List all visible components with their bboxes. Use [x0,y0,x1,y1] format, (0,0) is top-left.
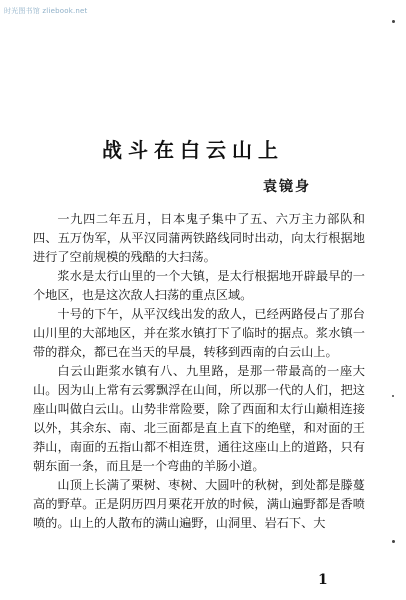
paragraph: 白云山距浆水镇有八、九里路，是那一带最高的一座大山。因为山上常有云雾飘浮在山间，所以那一代的人们，把这座山叫做白云山。山势非常险要，除了西面和太行山巅相连接以外，其余东、南、北三面都是直上直下的绝壁，和对面的王莽山，南面的五指山都不相连贯，通往这座山上的道路，只有朝东面一条，而且是一个弯曲的羊肠小道。 [33,364,365,473]
scan-speck [392,540,395,543]
watermark: 时光图书馆 zliebook.net [4,7,88,15]
paragraph: 山顶上长满了栗树、枣树、大圆叶的秋树，到处都是滕蔓高的野草。正是阴历四月栗花开放的时候，满山遍野都是香喷喷的。山上的人散布的满山遍野，山洞里、岩石下、大 [33,478,365,530]
scan-speck [392,395,394,397]
paragraph: 十号的下午，从平汉线出发的敌人，已经两路侵占了那台山川里的大部地区，并在浆水镇打下了临时的据点。浆水镇一带的群众，都已在当天的早晨，转移到西南的白云山上。 [33,307,365,359]
scan-speck [392,20,395,23]
author-name: 袁镜身 [263,179,311,195]
body-text [33,210,365,533]
paragraph: 浆水是太行山里的一个大镇，是太行根据地开辟最早的一个地区，也是这次敌人扫荡的重点区域。 [33,269,365,302]
chapter-title: 战斗在白云山上 [102,138,284,162]
paragraph: 一九四二年五月，日本鬼子集中了五、六万主力部队和四、五万伪军，从平汉同蒲两铁路线同时出动，向太行根据地进行了空前规模的残酷的大扫荡。 [33,212,365,264]
page-number: 1 [318,572,328,588]
